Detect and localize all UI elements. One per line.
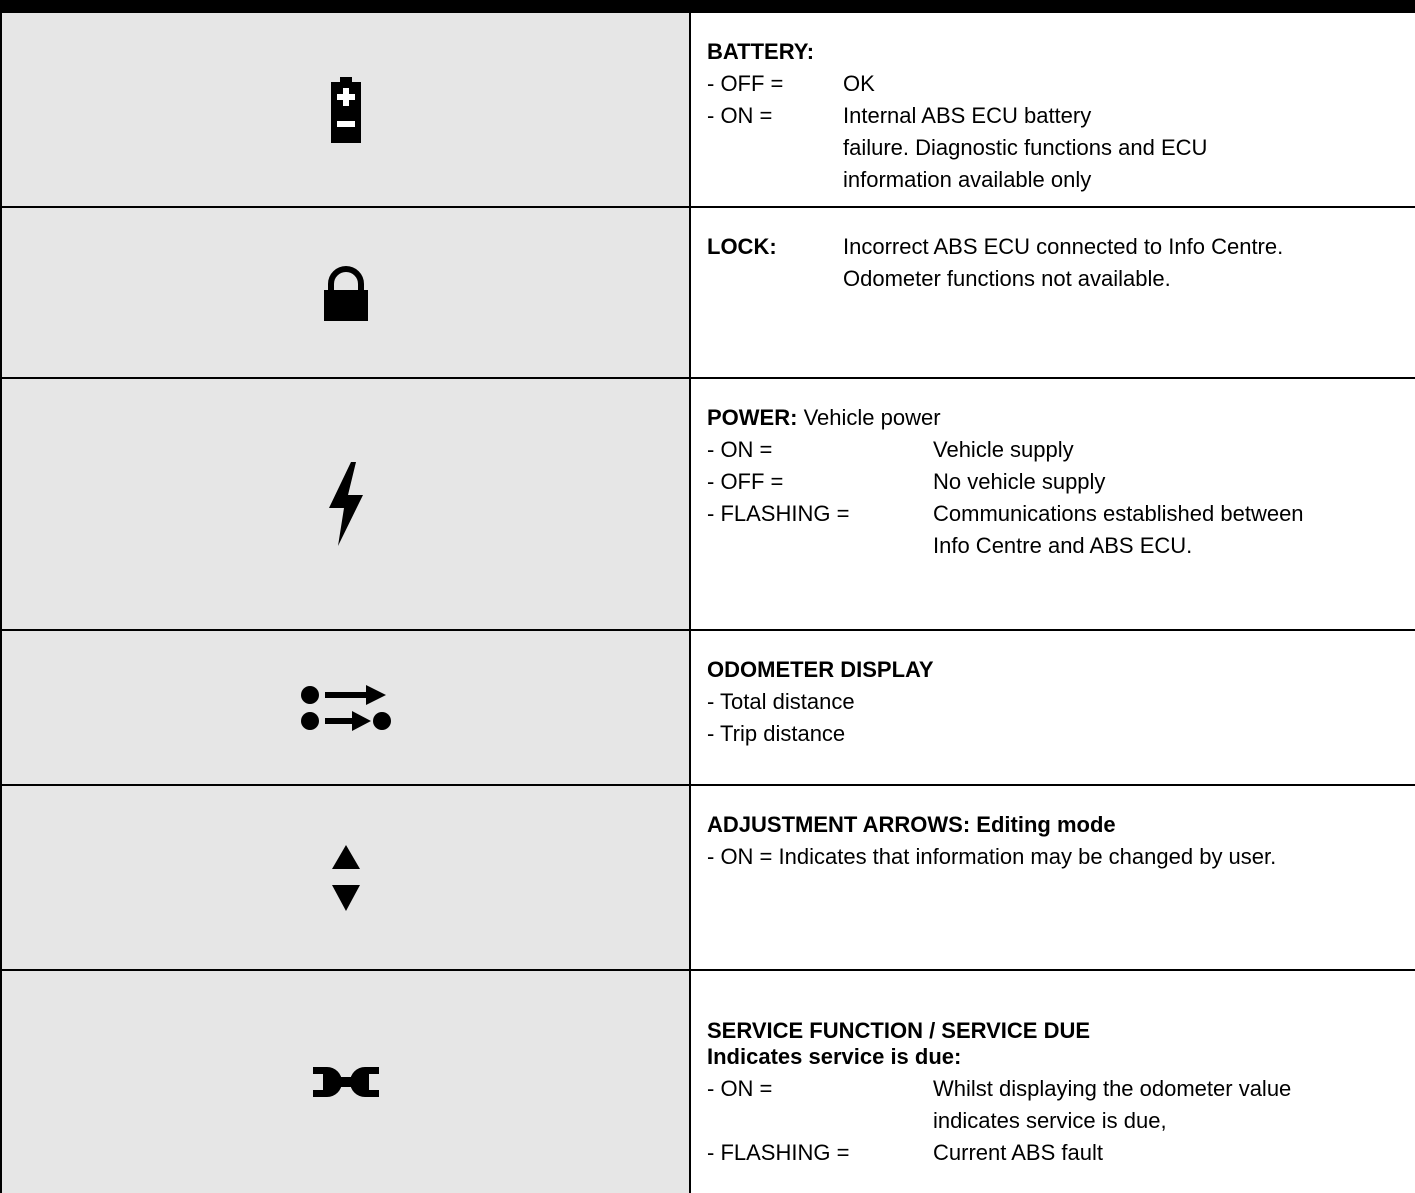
icon-legend-table xyxy=(0,13,1415,1193)
power-on-value: Vehicle supply xyxy=(933,437,1074,462)
adjustment-title: ADJUSTMENT ARROWS: Editing mode xyxy=(707,812,1116,837)
lock-line-2: Odometer functions not available. xyxy=(843,266,1171,291)
adjustment-description xyxy=(691,786,1415,969)
odometer-line-2: - Trip distance xyxy=(707,721,846,746)
lightning-bolt-icon xyxy=(329,462,363,546)
odometer-line-1: - Total distance xyxy=(707,689,855,714)
adjustment-icon-cell xyxy=(2,786,689,969)
power-flashing-value-2: Info Centre and ABS ECU. xyxy=(933,533,1193,558)
power-flashing-value-1: Communications established between xyxy=(933,501,1304,526)
odometer-icon-cell xyxy=(2,631,689,784)
lock-description xyxy=(691,208,1415,377)
up-down-arrows-icon xyxy=(332,845,360,911)
battery-off-label: - OFF = xyxy=(707,71,784,96)
power-description xyxy=(691,379,1415,629)
service-flashing-value: Current ABS fault xyxy=(933,1140,1103,1165)
lock-icon-cell xyxy=(2,208,689,377)
odometer-description xyxy=(691,631,1415,784)
odometer-arrows-icon xyxy=(300,682,392,734)
column-divider xyxy=(689,13,691,1193)
power-off-label: - OFF = xyxy=(707,469,784,494)
table-left-border xyxy=(0,13,2,1193)
power-off-value: No vehicle supply xyxy=(933,469,1106,494)
service-on-label: - ON = xyxy=(707,1076,773,1101)
power-icon-cell xyxy=(2,379,689,629)
battery-on-value-2: failure. Diagnostic functions and ECU xyxy=(843,135,1208,160)
power-subtitle: Vehicle power xyxy=(797,405,941,430)
battery-icon xyxy=(331,77,361,143)
service-icon-cell xyxy=(2,971,689,1193)
lock-line-1: Incorrect ABS ECU connected to Info Centre. xyxy=(843,234,1284,259)
service-flashing-label: - FLASHING = xyxy=(707,1140,850,1165)
battery-off-value: OK xyxy=(843,71,875,96)
service-on-value-1: Whilst displaying the odometer value xyxy=(933,1076,1292,1101)
service-on-value-2: indicates service is due, xyxy=(933,1108,1167,1133)
top-border xyxy=(0,0,1415,13)
battery-on-label: - ON = xyxy=(707,103,773,128)
battery-on-value-1: Internal ABS ECU battery xyxy=(843,103,1092,128)
service-title-1: SERVICE FUNCTION / SERVICE DUE xyxy=(707,1018,1091,1043)
lock-icon xyxy=(323,265,369,321)
lock-title: LOCK: xyxy=(707,234,777,259)
battery-title: BATTERY: xyxy=(707,39,815,64)
battery-on-value-3: information available only xyxy=(843,167,1092,192)
wrench-icon xyxy=(313,1067,379,1097)
power-flashing-label: - FLASHING = xyxy=(707,501,850,526)
battery-description xyxy=(691,13,1415,206)
battery-icon-cell xyxy=(2,13,689,206)
service-description xyxy=(691,971,1415,1193)
power-on-label: - ON = xyxy=(707,437,773,462)
odometer-title: ODOMETER DISPLAY xyxy=(707,657,934,682)
service-title-2: Indicates service is due: xyxy=(707,1044,962,1069)
adjustment-line-1: - ON = Indicates that information may be changed by user. xyxy=(707,844,1277,869)
power-title: POWER: xyxy=(707,405,798,430)
